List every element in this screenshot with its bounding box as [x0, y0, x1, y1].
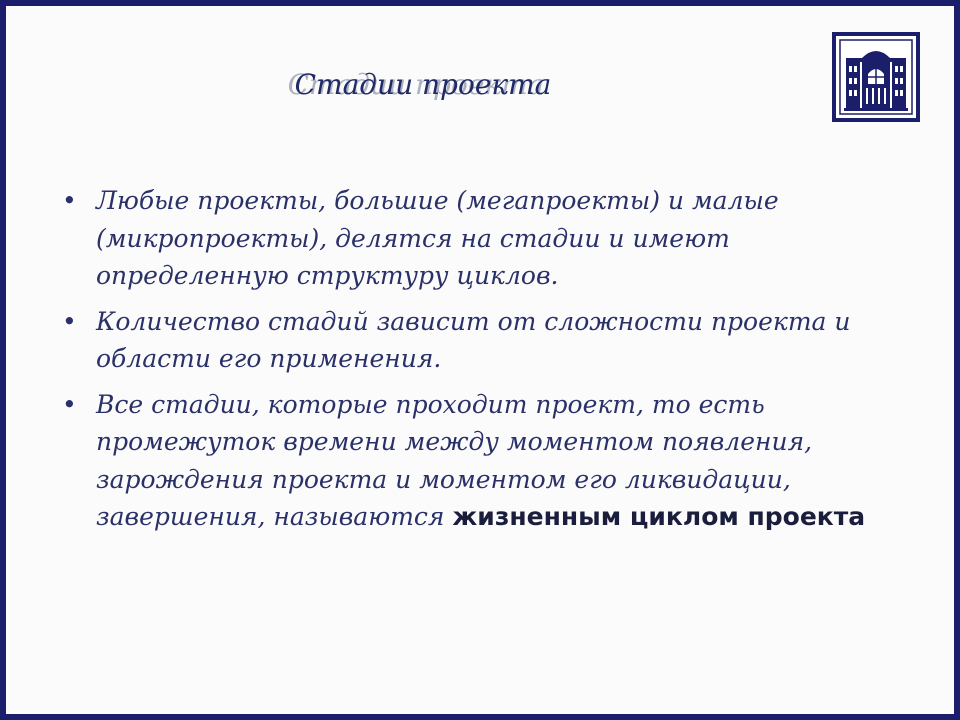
bullet-text: Количество стадий зависит от сложности проекта и области его применения.: [96, 306, 851, 373]
slide: [6, 6, 954, 714]
bullet-dot-icon: •: [62, 186, 77, 215]
slide-title: Стадии проекта: [294, 68, 552, 101]
bullet-item: [62, 386, 902, 536]
bullet-list: [62, 182, 902, 544]
bullet-dot-icon: •: [62, 306, 77, 336]
bullet-text: Все стадии, которые проходит проект, то есть промежуток времени между моментом появления, зарождения проекта и моментом его ликвидации, завершения, называются: [96, 389, 813, 531]
bullet-emphasis: жизненным циклом проекта: [452, 502, 866, 531]
bullet-item: [62, 303, 902, 378]
bullet-item: [62, 182, 902, 295]
university-building-logo: [832, 32, 920, 122]
bullet-text: Любые проекты, большие (мегапроекты) и малые (микропроекты), делятся на стадии и имеют определенную структуру циклов.: [96, 186, 779, 290]
bullet-dot-icon: •: [62, 389, 77, 419]
